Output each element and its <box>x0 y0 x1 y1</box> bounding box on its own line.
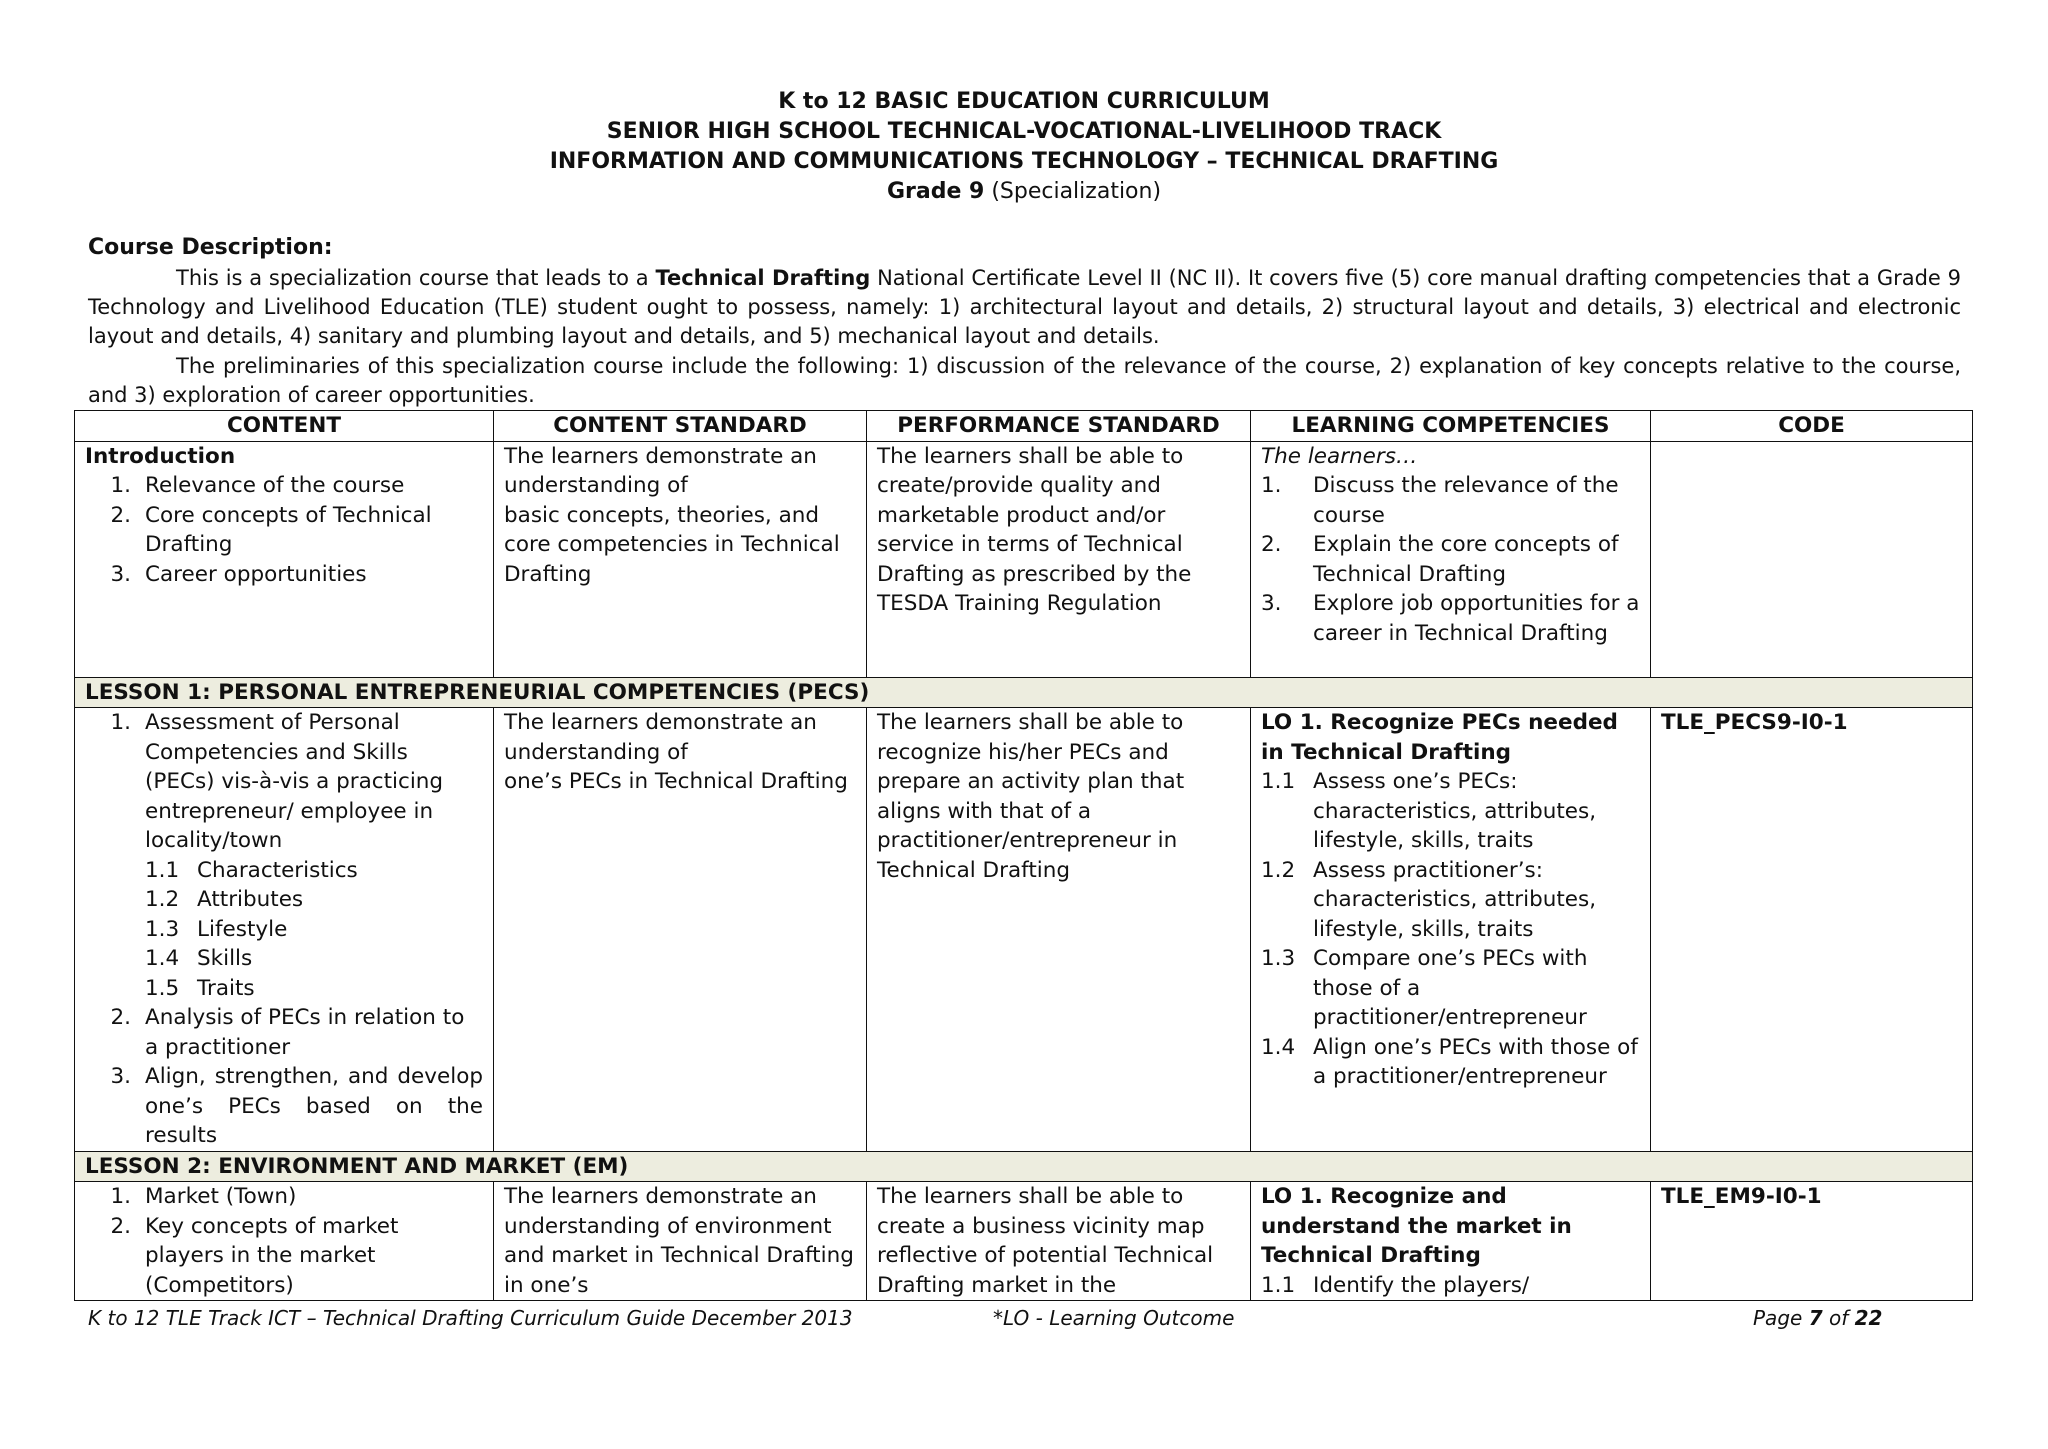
lesson-2-code: TLE_EM9-I0-1 <box>1651 1182 1973 1301</box>
lesson-2-header-row <box>75 1151 1973 1182</box>
table-row-introduction <box>75 441 1973 677</box>
table-header-row <box>75 411 1973 442</box>
intro-content-standard: The learners demonstrate an understanding of basic concepts, theories, and core competencies in Technical Drafting <box>494 441 867 677</box>
table-row-lesson-1 <box>75 708 1973 1152</box>
lesson-2-learning-outcome: LO 1. Recognize and understand the market in Technical Drafting <box>1261 1184 1572 1268</box>
lesson-2-content-standard: The learners demonstrate an understanding of environment and market in Technical Drafting in one’s <box>494 1182 867 1301</box>
lesson-1-content-cell <box>75 708 494 1152</box>
list-item: 1.2 Assess practitioner’s: characteristics, attributes, lifestyle, skills, traits <box>1261 857 1597 942</box>
lesson-1-code: TLE_PECS9-I0-1 <box>1651 708 1973 1152</box>
sub-list-item: 1.3 Lifestyle <box>145 916 288 942</box>
header-learning-competencies: LEARNING COMPETENCIES <box>1251 411 1651 442</box>
sub-list-item: 1.4 Skills <box>145 946 253 971</box>
course-description-label: Course Description: <box>88 235 333 260</box>
intro-content-cell <box>75 441 494 677</box>
intro-performance-standard: The learners shall be able to create/provide quality and marketable product and/or service in terms of Technical Drafting as prescribed by the TESDA Training Regulation <box>867 441 1251 677</box>
list-item: 3. Align, strengthen, and develop one’s PECs based on the results <box>110 1064 483 1148</box>
header-grade-line <box>0 177 2048 207</box>
course-description-paragraph-2 <box>88 352 1961 410</box>
footer-page-number: Page 7 of 22 <box>1753 1306 1883 1330</box>
header-content: CONTENT <box>75 411 494 442</box>
intro-competencies-cell <box>1251 441 1651 677</box>
header-performance-standard: PERFORMANCE STANDARD <box>867 411 1251 442</box>
lesson-1-competencies-cell <box>1251 708 1651 1152</box>
sub-list-item: 1.1 Characteristics <box>145 857 358 883</box>
header-line-2: SENIOR HIGH SCHOOL TECHNICAL-VOCATIONAL-LIVELIHOOD TRACK <box>606 119 1442 144</box>
list-item: 1. Assessment of Personal Competencies and Skills (PECs) vis-à-vis a practicing entrepreneur/ employee in locality/town <box>110 710 444 853</box>
list-item: 1. Discuss the relevance of the course <box>1261 473 1619 528</box>
table-row-lesson-2 <box>75 1182 1973 1301</box>
header-line-1: K to 12 BASIC EDUCATION CURRICULUM <box>778 89 1270 114</box>
lesson-1-content-standard: The learners demonstrate an understanding of one’s PECs in Technical Drafting <box>494 708 867 1152</box>
list-item: 3. Career opportunities <box>110 561 367 587</box>
lesson-1-performance-standard: The learners shall be able to recognize his/her PECs and prepare an activity plan that aligns with that of a practitioner/entrepreneur in Technical Drafting <box>867 708 1251 1152</box>
lesson-2-performance-standard: The learners shall be able to create a business vicinity map reflective of potential Technical Drafting market in the <box>867 1182 1251 1301</box>
footer-guide-title: K to 12 TLE Track ICT – Technical Drafting Curriculum Guide December 2013 <box>88 1306 853 1330</box>
course-description-paragraph-1 <box>88 264 1961 351</box>
sub-list-item: 1.5 Traits <box>145 975 255 1001</box>
lesson-1-learning-outcome: LO 1. Recognize PECs needed in Technical Drafting <box>1261 710 1618 765</box>
list-item: 3. Explore job opportunities for a career in Technical Drafting <box>1261 591 1640 646</box>
list-item: 1. Market (Town) <box>110 1184 297 1209</box>
competencies-intro: The learners… <box>1261 443 1418 469</box>
p1-text-pre: This is a specialization course that leads to a <box>176 266 656 290</box>
lesson-1-title: LESSON 1: PERSONAL ENTREPRENEURIAL COMPETENCIES (PECS) <box>75 677 1973 708</box>
grade-specialization: (Specialization) <box>984 179 1162 204</box>
header-line-3: INFORMATION AND COMMUNICATIONS TECHNOLOGY – TECHNICAL DRAFTING <box>549 149 1499 174</box>
footer-lo-note: *LO - Learning Outcome <box>993 1306 1235 1330</box>
document-header <box>0 87 2048 207</box>
intro-code <box>1651 441 1973 677</box>
lesson-2-title: LESSON 2: ENVIRONMENT AND MARKET (EM) <box>75 1151 1973 1182</box>
header-content-standard: CONTENT STANDARD <box>494 411 867 442</box>
header-code: CODE <box>1651 411 1973 442</box>
curriculum-table <box>74 410 1973 1301</box>
p1-bold-text: Technical Drafting <box>655 266 871 290</box>
list-item: 2. Explain the core concepts of Technical Drafting <box>1261 532 1619 587</box>
intro-title: Introduction <box>85 443 236 469</box>
p1-text-post: National Certificate Level II (NC II). It covers five (5) core manual drafting competencies that a Grade 9 Technology and Livelihood Education (TLE) student ought to possess, namely: 1) architectural layout and details, 2) structural layout and details, 3) electrical and electronic layout and details, 4) sanitary and plumbing layout and details, and 5) mechanical layout and details. <box>88 266 1961 348</box>
list-item: 2. Key concepts of market players in the market (Competitors) <box>110 1213 399 1298</box>
grade-label: Grade 9 <box>886 179 985 204</box>
list-item: 2. Analysis of PECs in relation to a practitioner <box>110 1005 465 1060</box>
p2-text: The preliminaries of this specialization course include the following: 1) discussion of the relevance of the course, 2) explanation of key concepts relative to the course, and 3) exploration of career opportunities. <box>88 354 1961 407</box>
list-item: 1.4 Align one’s PECs with those of a practitioner/entrepreneur <box>1261 1034 1638 1089</box>
list-item: 1. Relevance of the course <box>110 473 405 498</box>
list-item: 1.1 Assess one’s PECs: characteristics, attributes, lifestyle, skills, traits <box>1261 769 1597 853</box>
lesson-2-content-cell <box>75 1182 494 1301</box>
list-item: 2. Core concepts of Technical Drafting <box>110 502 432 557</box>
lesson-1-header-row <box>75 677 1973 708</box>
list-item: 1.1 Identify the players/ <box>1261 1272 1530 1298</box>
list-item: 1.3 Compare one’s PECs with those of a practitioner/entrepreneur <box>1261 946 1588 1030</box>
sub-list-item: 1.2 Attributes <box>145 887 304 912</box>
lesson-2-competencies-cell <box>1251 1182 1651 1301</box>
